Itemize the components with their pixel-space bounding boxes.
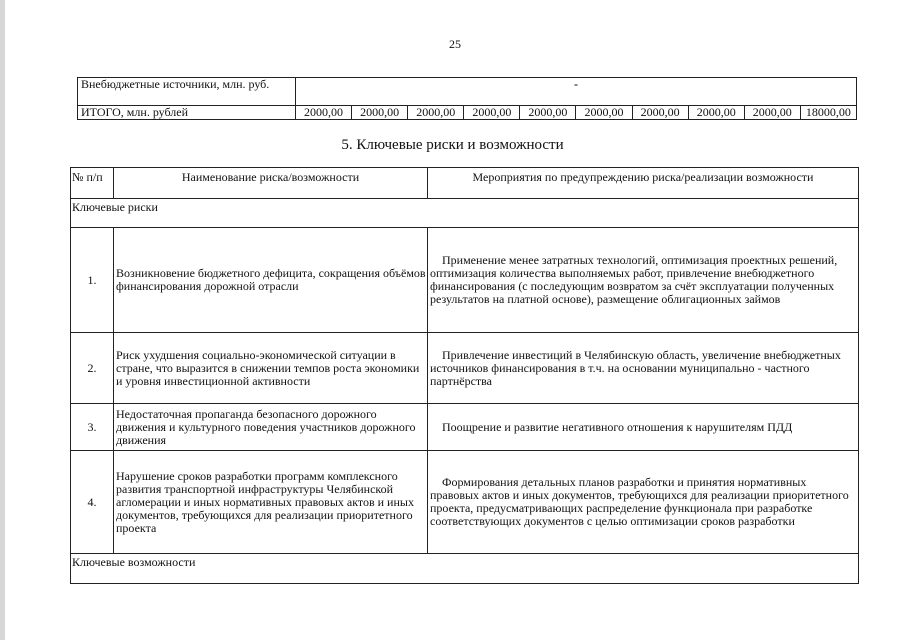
offbudget-label: Внебюджетные источники, млн. руб. [78,78,296,106]
total-value: 2000,00 [520,106,576,120]
total-value: 2000,00 [576,106,632,120]
total-label: ИТОГО, млн. рублей [78,106,296,120]
header-measures: Мероприятия по предупреждению риска/реализации возможности [428,168,859,199]
row-num: 1. [71,228,114,333]
risk-measures: Поощрение и развитие негативного отношения к нарушителям ПДД [442,419,793,434]
total-value: 2000,00 [688,106,744,120]
table-row [71,404,859,451]
risk-name-cell [114,333,428,404]
page-left-edge [0,0,5,640]
risk-name: Возникновение бюджетного дефицита, сокращения объёмов финансирования дорожной отрасли [116,266,426,293]
total-value: 2000,00 [352,106,408,120]
risk-name-cell [114,228,428,333]
group-label-risks: Ключевые риски [71,199,859,228]
table-row [71,228,859,333]
table-header-row [71,168,859,199]
offbudget-value: - [296,78,857,106]
table-row [71,333,859,404]
total-value: 2000,00 [632,106,688,120]
risk-name-cell [114,404,428,451]
risk-measures-cell [428,451,859,554]
risk-name: Нарушение сроков разработки программ комплексного развития транспортной инфраструктуры Челябинской агломерации и иных нормативных правовых актов и иных документов, требующихся для реализации приоритетного проекта [116,468,414,535]
header-name: Наименование риска/возможности [114,168,428,199]
risk-name-cell [114,451,428,554]
risk-measures-cell [428,228,859,333]
total-value: 2000,00 [408,106,464,120]
total-value: 2000,00 [464,106,520,120]
risk-name: Недостаточная пропаганда безопасного дорожного движения и культурного поведения участников дорожного движения [116,406,416,447]
total-value: 2000,00 [296,106,352,120]
budget-table [77,77,857,120]
row-num: 3. [71,404,114,451]
table-row [71,451,859,554]
row-num: 4. [71,451,114,554]
risk-name: Риск ухудшения социально-экономической ситуации в стране, что выразится в снижении темпов роста экономики и уровня инвестиционной активности [116,347,420,388]
page-number: 25 [449,37,461,51]
risk-measures-cell [428,404,859,451]
risk-measures: Формирования детальных планов разработки и принятия нормативных правовых актов и иных документов, требующихся для реализации приоритетного проекта, предусматривающих распределение функционала при разработке соответствующих документов с целью оптимизации сроков разработки [430,475,849,528]
header-num: № п/п [71,168,114,199]
table-row [78,78,857,106]
risk-measures: Применение менее затратных технологий, оптимизация проектных решений, оптимизация количества выполняемых работ, привлечение внебюджетного финансирования (с последующим возвратом за счёт эксплуатации полученных результатов на платной основе), размещение облигационных займов [430,253,838,306]
table-row [78,106,857,120]
group-row-risks [71,199,859,228]
risk-measures-cell [428,333,859,404]
risks-table [70,167,859,584]
risk-measures: Привлечение инвестиций в Челябинскую область, увеличение внебюджетных источников финансирования в т.ч. на основании муниципально - частного партнёрства [430,347,841,388]
group-label-opportunities: Ключевые возможности [71,554,859,584]
total-value: 2000,00 [744,106,800,120]
group-row-opportunities [71,554,859,584]
grand-total-value: 18000,00 [800,106,856,120]
section-title: 5. Ключевые риски и возможности [341,137,564,153]
row-num: 2. [71,333,114,404]
